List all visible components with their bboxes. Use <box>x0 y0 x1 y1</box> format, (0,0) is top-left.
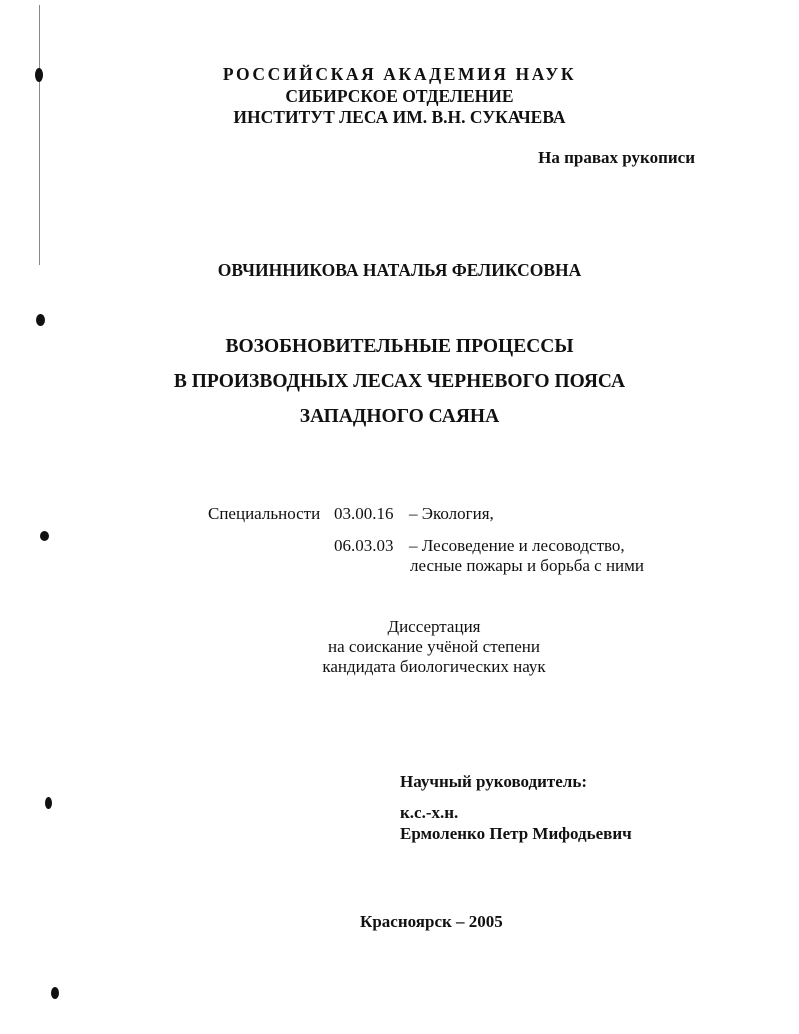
place-year: Красноярск – 2005 <box>360 912 503 931</box>
institute-name: ИНСТИТУТ ЛЕСА ИМ. В.Н. СУКАЧЕВА <box>233 107 566 127</box>
branch-name: СИБИРСКОЕ ОТДЕЛЕНИЕ <box>285 86 514 106</box>
dissertation-line-2: на соискание учёной степени <box>327 637 541 656</box>
dissertation-line-1: Диссертация <box>387 617 481 636</box>
title-line-3: ЗАПАДНОГО САЯНА <box>299 406 500 427</box>
dissertation-line-3: кандидата биологических наук <box>322 657 546 676</box>
supervisor-name: Ермоленко Петр Мифодьевич <box>400 824 632 843</box>
scan-mark <box>45 797 52 809</box>
specialty-code-1: 03.00.16 <box>334 504 394 523</box>
specialty-code-2: 06.03.03 <box>334 536 394 555</box>
title-line-2: В ПРОИЗВОДНЫХ ЛЕСАХ ЧЕРНЕВОГО ПОЯСА <box>173 371 626 392</box>
author-name: ОВЧИННИКОВА НАТАЛЬЯ ФЕЛИКСОВНА <box>217 260 582 280</box>
academy-name: РОССИЙСКАЯ АКАДЕМИЯ НАУК <box>222 64 577 84</box>
scan-mark <box>36 314 45 326</box>
specialties-label: Специальности <box>208 504 321 523</box>
scan-mark <box>40 531 49 541</box>
supervisor-label: Научный руководитель: <box>400 772 587 791</box>
supervisor-degree: к.с.-х.н. <box>400 803 459 822</box>
title-line-1: ВОЗОБНОВИТЕЛЬНЫЕ ПРОЦЕССЫ <box>225 336 574 357</box>
specialty-name-2: – Лесоведение и лесоводство, <box>409 536 625 555</box>
manuscript-note: На правах рукописи <box>538 148 695 167</box>
scan-mark <box>51 987 59 999</box>
scan-margin-line <box>39 5 40 265</box>
specialty-name-1: – Экология, <box>409 504 494 523</box>
specialty-name-2-cont: лесные пожары и борьба с ними <box>410 556 644 575</box>
